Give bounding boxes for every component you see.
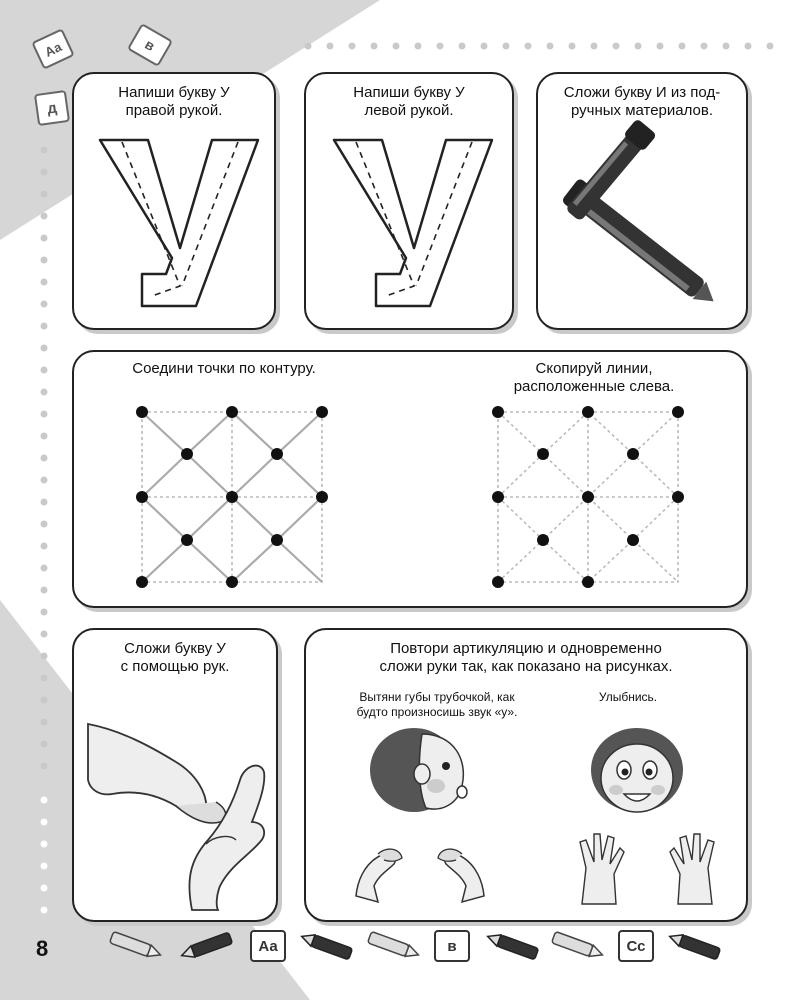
footer-tab-v: в: [434, 930, 470, 962]
crayon-icon: [106, 934, 166, 958]
tab-aa-corner: Аа: [31, 28, 74, 70]
card-title: Сложи букву И из под- ручных материалов.: [563, 84, 721, 119]
crayon-icon: [484, 934, 544, 958]
hands-spread-fingers-icon: [572, 828, 722, 908]
card-title: Сложи букву У с помощью рук.: [120, 640, 230, 675]
crayon-icon: [666, 934, 726, 958]
crayon-icon: [178, 934, 238, 958]
crayon-icon: [548, 934, 608, 958]
card-hands-letter: [72, 628, 278, 922]
copy-lines-title: Скопируй линии, расположенные слева.: [513, 360, 675, 395]
card-write-right-hand: [72, 72, 276, 330]
caption-smile: Улыбнись.: [598, 690, 658, 704]
card-write-left-hand: [304, 72, 514, 330]
tab-d-corner: д: [34, 90, 70, 126]
crayon-icon: [364, 934, 424, 958]
crayon-icon: [298, 934, 358, 958]
hands-letter-u-illustration: [80, 710, 280, 910]
footer-tab-ss: Сс: [618, 930, 654, 962]
card-articulation: [304, 628, 748, 922]
dot-grid-left: [132, 402, 352, 602]
card-title: Напиши букву У левой рукой.: [353, 84, 465, 119]
caption-pucker-lips: Вытяни губы трубочкой, как будто произносишь звук «у».: [356, 690, 518, 719]
hands-fingers-pinched-icon: [350, 836, 490, 906]
card-title: Напиши букву У правой рукой.: [118, 84, 230, 119]
two-markers-icon: [550, 130, 740, 320]
card-compose-materials: [536, 72, 748, 330]
card-title: Повтори артикуляцию и одновременно сложи руки так, как показано на рисунках.: [379, 640, 673, 675]
boy-profile-face-icon: [362, 720, 472, 820]
letter-u-outline: [92, 136, 262, 316]
card-dots-tasks: [72, 350, 748, 608]
page-number: 8: [36, 936, 49, 961]
boy-smiling-face-icon: [582, 720, 692, 820]
footer-tab-aa: Аа: [250, 930, 286, 962]
connect-dots-title: Соедини точки по контуру.: [132, 360, 316, 377]
dot-grid-right: [488, 402, 708, 602]
tab-v-corner: в: [127, 23, 173, 67]
letter-u-outline: [326, 136, 496, 316]
